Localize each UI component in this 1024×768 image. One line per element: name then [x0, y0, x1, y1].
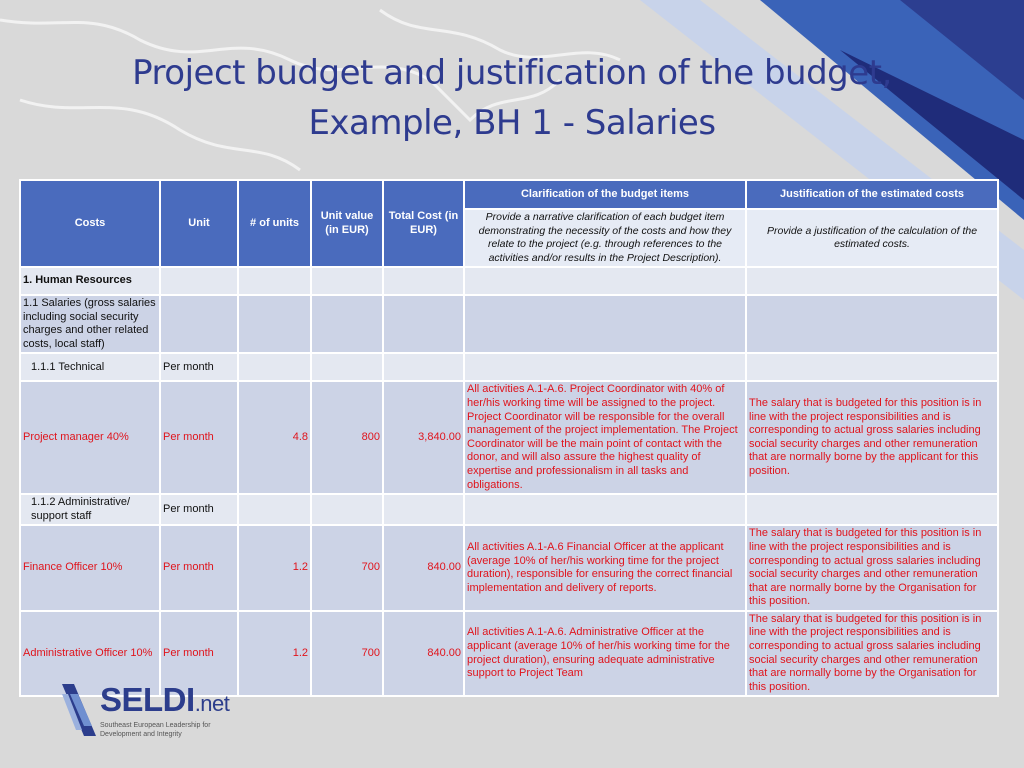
row-unit: Per month [160, 381, 238, 494]
table-row [20, 295, 998, 353]
row-total: 840.00 [383, 611, 464, 697]
row-justification: The salary that is budgeted for this position is in line with the project responsibilities and is corresponding to actual gross salaries including social security charges and other remuneration that are normally borne by the applicant for this position. [746, 381, 998, 494]
header-units: # of units [238, 180, 311, 267]
row-unit-value: 800 [311, 381, 383, 494]
table-row [20, 494, 998, 525]
row-unit: Per month [160, 494, 238, 525]
row-total: 840.00 [383, 525, 464, 611]
table-row [20, 381, 998, 494]
table-row [20, 353, 998, 381]
header-unit-value: Unit value (in EUR) [311, 180, 383, 267]
row-cost: Finance Officer 10% [20, 525, 160, 611]
header-justification: Justification of the estimated costs [746, 180, 998, 209]
row-cost: Project manager 40% [20, 381, 160, 494]
table-row [20, 525, 998, 611]
header-unit: Unit [160, 180, 238, 267]
row-clarification: All activities A.1-A.6 Financial Officer at the applicant (average 10% of her/his working time for the project duration), responsible for ensuring the correct financial implementation and delivery of reports. [464, 525, 746, 611]
row-clarification: All activities A.1-A.6. Project Coordinator with 40% of her/his working time will be assigned to the project. Project Coordinator will be responsible for the overall management of the project implementation. The Project Coordinator will be the main point of contact with the donor, and will also assure the highest quality of expertise and professionalism in all tasks and obligations. [464, 381, 746, 494]
row-justification: The salary that is budgeted for this position is in line with the project responsibilities and is corresponding to actual gross salaries including social security charges and other remuneration that are normally borne by the Organisation for this position. [746, 525, 998, 611]
slide-title [60, 48, 964, 148]
row-units: 1.2 [238, 525, 311, 611]
justification-hint: Provide a justification of the calculation of the estimated costs. [746, 209, 998, 267]
row-cost: Administrative Officer 10% [20, 611, 160, 697]
header-costs: Costs [20, 180, 160, 267]
row-cost: 1. Human Resources [20, 267, 160, 295]
header-total-cost: Total Cost (in EUR) [383, 180, 464, 267]
clarification-hint: Provide a narrative clarification of each budget item demonstrating the necessity of the costs and how they relate to the project (e.g. through references to the activities and/or results in the Project Description). [464, 209, 746, 267]
row-unit-value: 700 [311, 525, 383, 611]
row-unit: Per month [160, 611, 238, 697]
table-row [20, 267, 998, 295]
row-unit: Per month [160, 353, 238, 381]
row-cost: 1.1.2 Administrative/ support staff [20, 494, 160, 525]
row-unit-value: 700 [311, 611, 383, 697]
title-line-1: Project budget and justification of the budget, [132, 53, 892, 93]
logo-tagline: Southeast European Leadership for Development and Integrity [100, 722, 211, 738]
logo-name: SELDI [100, 681, 195, 718]
header-clarification: Clarification of the budget items [464, 180, 746, 209]
row-cost: 1.1.1 Technical [20, 353, 160, 381]
row-clarification: All activities A.1-A.6. Administrative Officer at the applicant (average 10% of her/his working time for the project duration), ensuring adequate administrative support to Project Team [464, 611, 746, 697]
row-total: 3,840.00 [383, 381, 464, 494]
title-line-2: Example, BH 1 - Salaries [308, 103, 716, 143]
row-cost: 1.1 Salaries (gross salaries including social security charges and other related costs, local staff) [20, 295, 160, 353]
row-units: 4.8 [238, 381, 311, 494]
row-justification: The salary that is budgeted for this position is in line with the project responsibilities and is corresponding to actual gross salaries including social security charges and other remuneration that are normally borne by the Organisation for this position. [746, 611, 998, 697]
budget-table [19, 179, 999, 697]
row-units: 1.2 [238, 611, 311, 697]
logo-wordmark [100, 681, 229, 719]
row-unit: Per month [160, 525, 238, 611]
logo-tld: .net [194, 691, 230, 716]
